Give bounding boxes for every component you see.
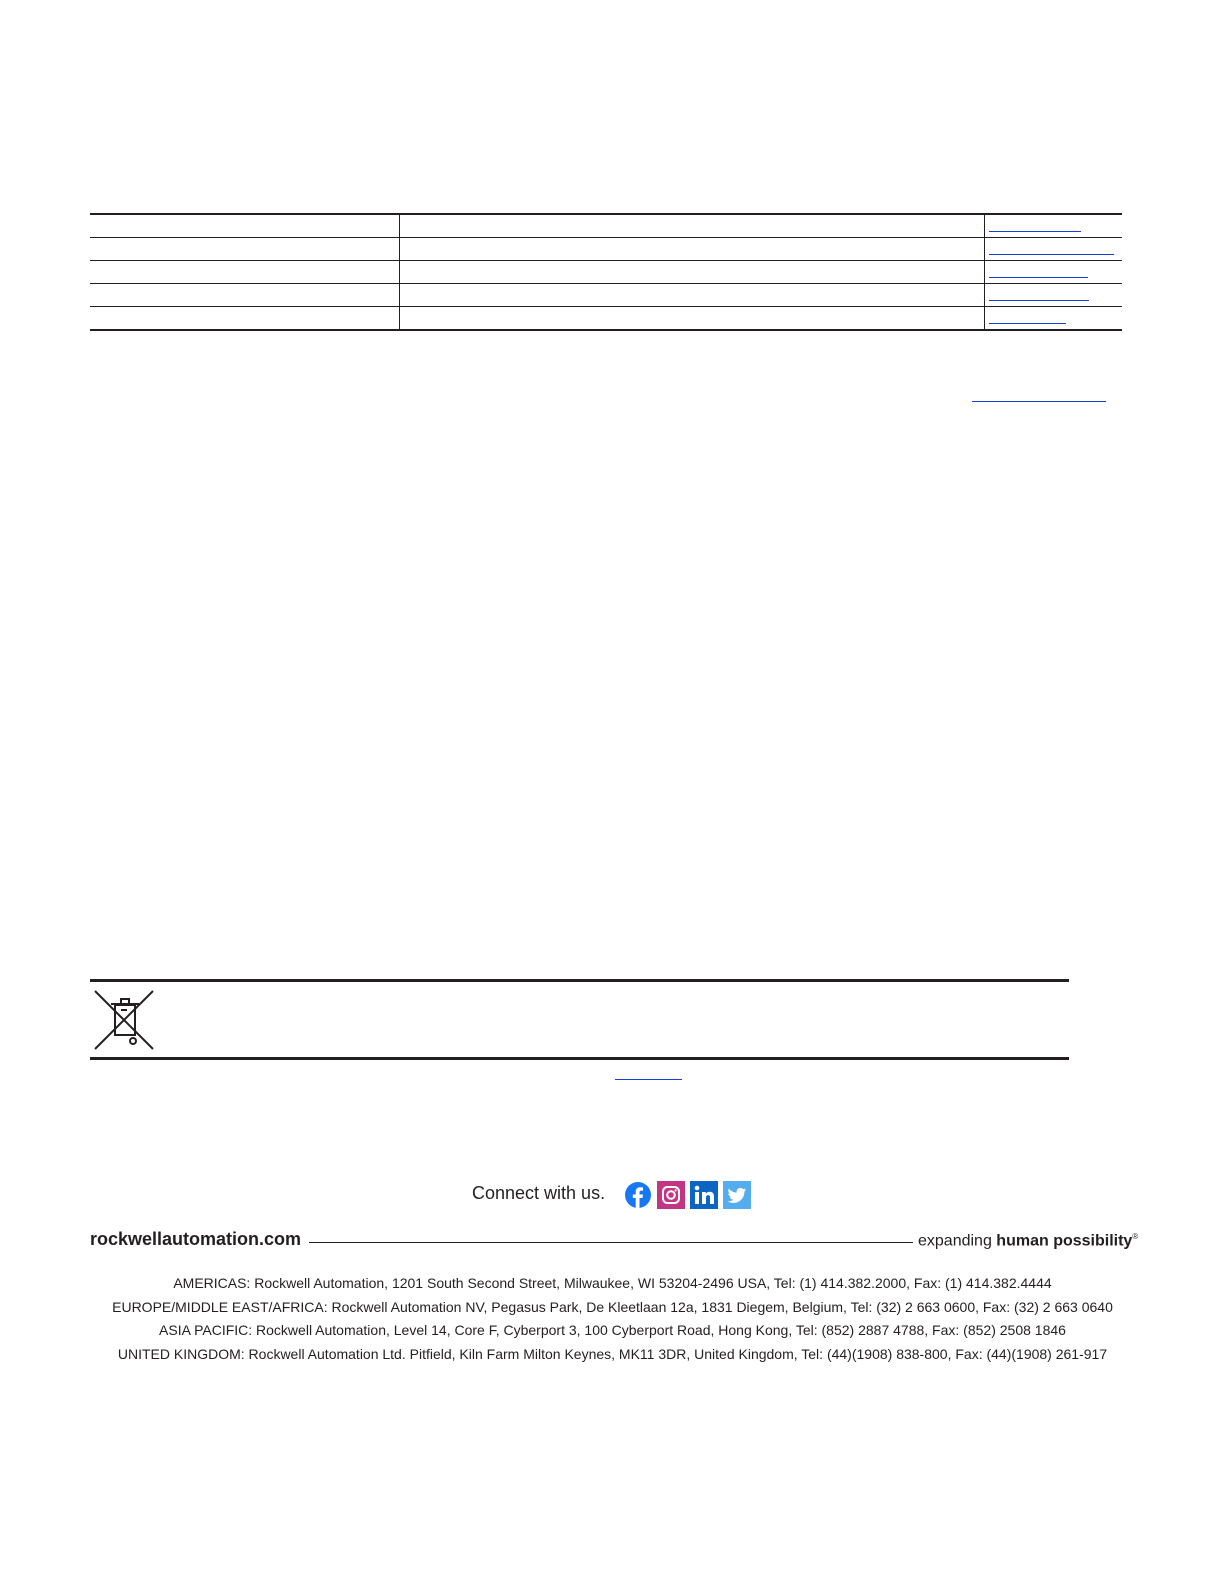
resource-link-cell[interactable] — [984, 307, 1122, 331]
resource-title-cell — [90, 214, 399, 238]
resource-title-cell — [90, 238, 399, 261]
notice-link[interactable] — [615, 1079, 682, 1080]
resource-link[interactable] — [989, 277, 1088, 278]
notice-top-rule — [90, 979, 1069, 982]
resource-title-cell — [90, 261, 399, 284]
notice-bottom-rule — [90, 1057, 1069, 1060]
resource-description-cell — [399, 214, 984, 238]
connect-label: Connect with us. — [472, 1183, 606, 1203]
resource-link-cell[interactable] — [984, 214, 1122, 238]
crossed-out-wheelie-bin-icon — [93, 989, 155, 1051]
resource-link-cell[interactable] — [984, 238, 1122, 261]
resource-link[interactable] — [989, 231, 1081, 232]
table-row — [90, 284, 1122, 307]
resource-description-cell — [399, 261, 984, 284]
footer-rule — [309, 1242, 913, 1243]
tagline-bold: human possibility — [996, 1232, 1133, 1250]
resource-description-cell — [399, 284, 984, 307]
resource-title-cell — [90, 284, 399, 307]
instagram-icon[interactable] — [657, 1181, 685, 1209]
table-row — [90, 238, 1122, 261]
resource-description-cell — [399, 238, 984, 261]
resource-table — [90, 213, 1122, 331]
resource-description-cell — [399, 307, 984, 331]
resource-link[interactable] — [989, 300, 1089, 301]
resource-link-cell[interactable] — [984, 261, 1122, 284]
registered-mark: ® — [1132, 1232, 1139, 1241]
address-emea: EUROPE/MIDDLE EAST/AFRICA: Rockwell Automation NV, Pegasus Park, De Kleetlaan 12a, 1831 Diegem, Belgium, Tel: (32) 2 663 0600, Fax: (32) 2 663 0640 — [112, 1298, 1113, 1315]
resource-link-cell[interactable] — [984, 284, 1122, 307]
resource-title-cell — [90, 307, 399, 331]
resource-link[interactable] — [989, 254, 1114, 255]
table-row — [90, 307, 1122, 331]
regional-addresses — [90, 1272, 1135, 1366]
address-americas: AMERICAS: Rockwell Automation, 1201 South Second Street, Milwaukee, WI 53204-2496 USA, Tel: (1) 414.382.2000, Fax: (1) 414.382.4444 — [173, 1275, 1052, 1291]
address-asia-pacific: ASIA PACIFIC: Rockwell Automation, Level 14, Core F, Cyberport 3, 100 Cyberport Road, Hong Kong, Tel: (852) 2887 4788, Fax: (852) 2508 1846 — [159, 1322, 1066, 1338]
address-united-kingdom: UNITED KINGDOM: Rockwell Automation Ltd. Pitfield, Kiln Farm Milton Keynes, MK11 3DR, United Kingdom, Tel: (44)(1908) 838-800, Fax: (44)(1908) 261-917 — [117, 1345, 1108, 1362]
table-row — [90, 261, 1122, 284]
resource-link[interactable] — [989, 323, 1066, 324]
facebook-icon[interactable] — [624, 1181, 652, 1209]
linkedin-icon[interactable] — [690, 1181, 718, 1209]
site-url[interactable]: rockwellautomation.com — [90, 1229, 302, 1249]
inline-link[interactable] — [972, 401, 1106, 402]
table-row — [90, 214, 1122, 238]
twitter-icon[interactable] — [723, 1181, 751, 1209]
tagline-light: expanding — [918, 1232, 997, 1250]
tagline — [918, 1232, 1138, 1250]
